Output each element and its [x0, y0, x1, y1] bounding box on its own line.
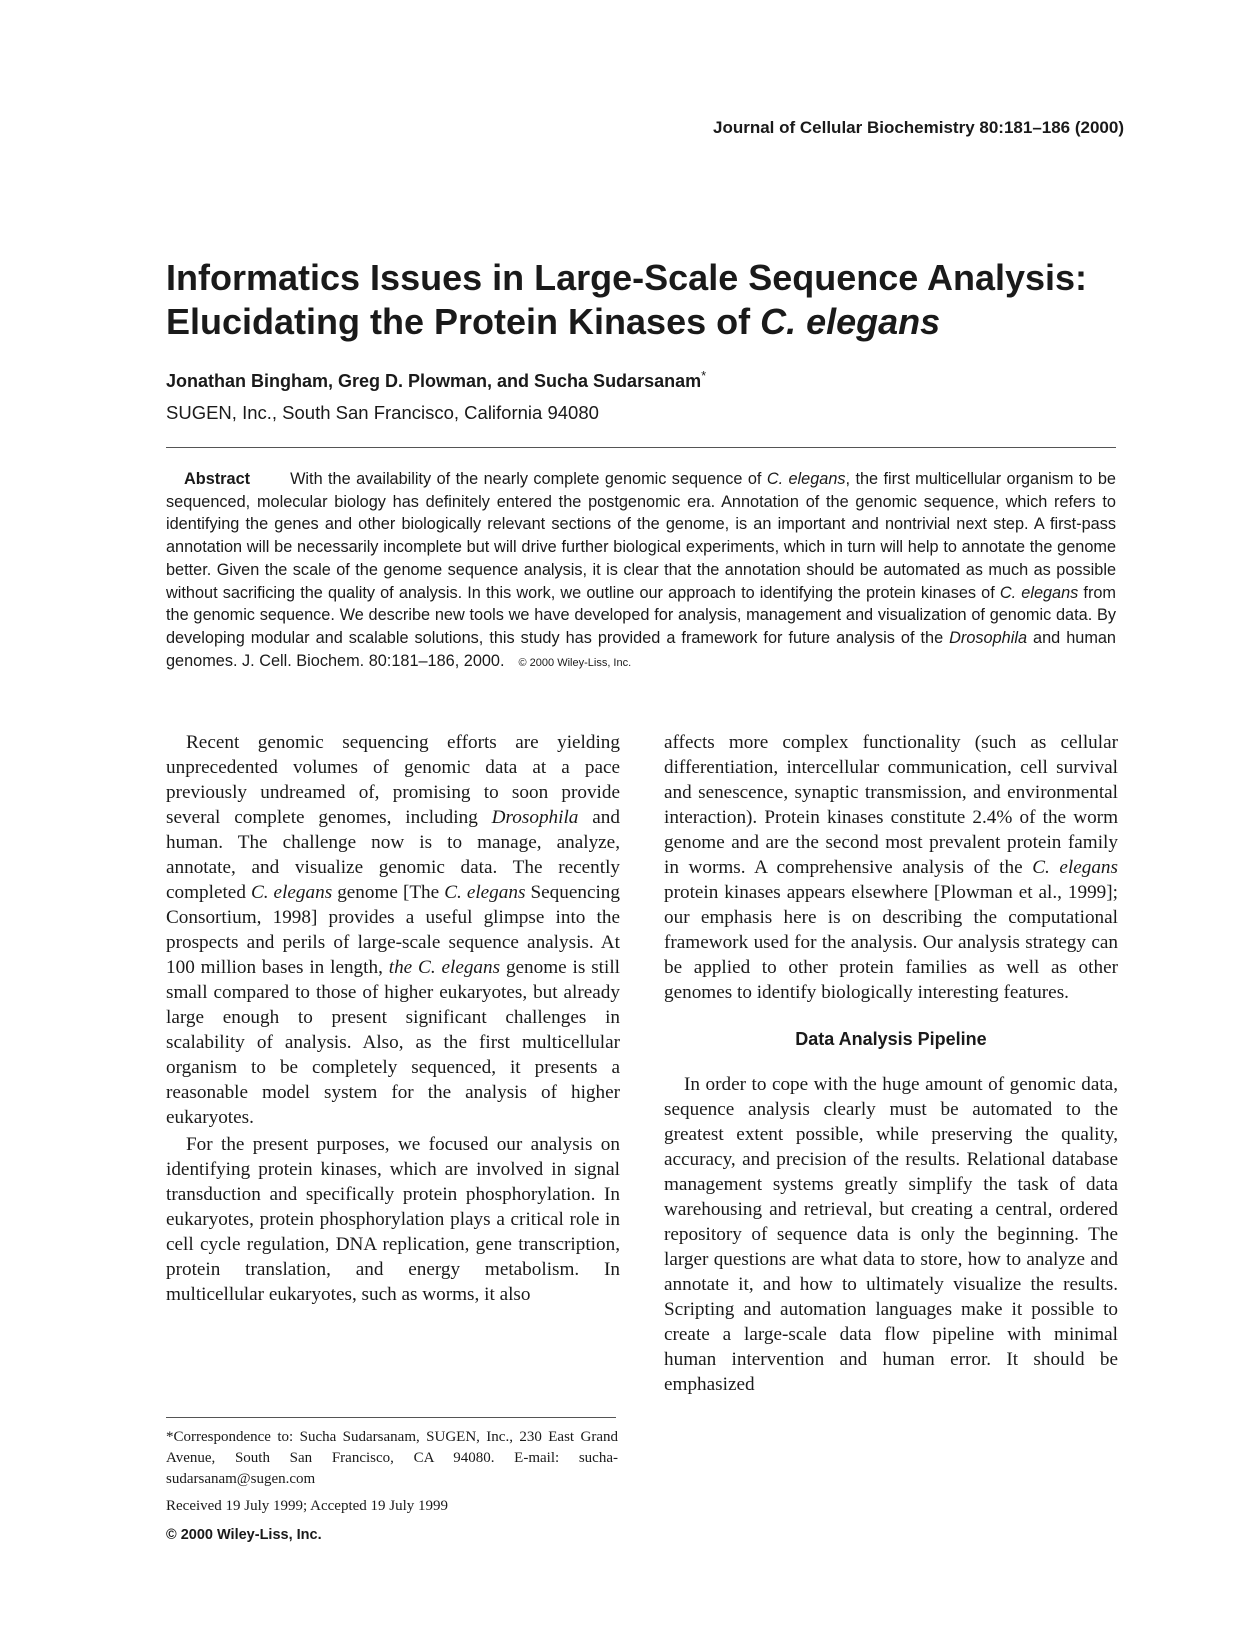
body-text: Sequencing Consortium, 1998] provides a useful glimpse into the prospects and perils of large-scale sequence analysis. At 100 million bases in length,: [166, 882, 620, 978]
abstract-text: With the availability of the nearly complete genomic sequence of: [290, 470, 767, 488]
abstract: [166, 468, 1116, 674]
body-text: and human. The challenge now is to manage, analyze, annotate, and visualize genomic data. The recently completed: [166, 807, 620, 903]
body-column-right: [664, 730, 1118, 1397]
body-column-left: [166, 730, 620, 1307]
body-italic: C. elegans: [444, 882, 526, 903]
journal-citation: Journal of Cellular Biochemistry 80:181–186 (2000): [712, 118, 1124, 137]
title-line-2-species: C. elegans: [760, 301, 941, 342]
author-names: Jonathan Bingham, Greg D. Plowman, and Sucha Sudarsanam: [166, 371, 702, 391]
abstract-text: and human genomes. J. Cell. Biochem. 80:181–186, 2000.: [166, 628, 1116, 670]
body-italic: C. elegans: [250, 882, 333, 903]
body-italic: Drosophila: [491, 807, 579, 828]
footnote-divider: [166, 1417, 616, 1418]
body-paragraph: [664, 730, 1118, 1005]
copyright-notice: © 2000 Wiley-Liss, Inc.: [166, 1527, 322, 1543]
abstract-text: from the genomic sequence. We describe new tools we have developed for analysis, management and visualization of genomic data. By developing modular and scalable solutions, this study has provided a framework for future analysis of the: [166, 583, 1116, 647]
abstract-copyright: © 2000 Wiley-Liss, Inc.: [518, 656, 632, 669]
abstract-italic: C. elegans: [766, 470, 846, 488]
abstract-text: , the first multicellular organism to be sequenced, molecular biology has definitely entered the postgenomic era. Annotation of the genomic sequence, which refers to identifying the genes and other biologically relevant sections of the genome, is an important and nontrivial next step. A first-pass annotation will be necessarily incomplete but will drive further biological experiments, which in turn will help to annotate the genome better. Given the scale of the genome sequence analysis, it is clear that the annotation should be automated as much as possible without sacrificing the quality of analysis. In this work, we outline our approach to identifying the protein kinases of: [166, 470, 1116, 602]
body-text: protein kinases appears elsewhere [Plowman et al., 1999]; our emphasis here is on describing the computational framework used for the analysis. Our analysis strategy can be applied to other protein families as well as other genomes to identify biologically interesting features.: [664, 882, 1118, 1003]
body-paragraph: For the present purposes, we focused our analysis on identifying protein kinases, which are involved in signal transduction and specifically protein phosphorylation. In eukaryotes, protein phosphorylation plays a critical role in cell cycle regulation, DNA replication, gene transcription, protein translation, and energy metabolism. In multicellular eukaryotes, such as worms, it also: [166, 1134, 620, 1305]
affiliation: SUGEN, Inc., South San Francisco, California 94080: [166, 402, 599, 423]
abstract-italic: Drosophila: [949, 628, 1028, 647]
body-italic: C. elegans: [1032, 857, 1118, 878]
body-text: Recent genomic sequencing efforts are yielding unprecedented volumes of genomic data at a pace previously undreamed of, promising to soon provide several complete genomes, including: [166, 732, 620, 828]
author-list: [166, 368, 706, 392]
body-paragraph: [166, 730, 620, 1130]
section-heading: Data Analysis Pipeline: [795, 1029, 987, 1049]
correspondence-mark: *: [701, 368, 707, 383]
body-text: genome is still small compared to those of higher eukaryotes, but already large enough to present significant challenges in scalability of analysis. Also, as the first multicellular organism to be completely sequenced, it presents a reasonable model system for the analysis of higher eukaryotes.: [166, 957, 620, 1128]
abstract-label: Abstract: [184, 470, 251, 488]
title-line-2-prefix: Elucidating the Protein Kinases of: [166, 301, 761, 342]
footnote: [166, 1427, 618, 1546]
body-italic: the C. elegans: [388, 957, 501, 978]
header-divider: [166, 447, 1116, 448]
body-paragraph: In order to cope with the huge amount of genomic data, sequence analysis clearly must be automated to the greatest extent possible, while preserving the quality, accuracy, and precision of the results. Relational database management systems greatly simplify the task of data warehousing and retrieval, but creating a central, ordered repository of sequence data is only the beginning. The larger questions are what data to store, how to analyze and annotate it, and how to ultimately visualize the results. Scripting and automation languages make it possible to create a large-scale data flow pipeline with minimal human intervention and human error. It should be emphasized: [664, 1074, 1118, 1395]
title-line-1: Informatics Issues in Large-Scale Sequence Analysis:: [166, 257, 1088, 298]
correspondence-note: *Correspondence to: Sucha Sudarsanam, SUGEN, Inc., 230 East Grand Avenue, South San Francisco, CA 94080. E-mail: sucha-sudarsanam@sugen.com: [166, 1429, 618, 1487]
body-text: affects more complex functionality (such as cellular differentiation, intercellular communication, cell survival and senescence, synaptic transmission, and environmental interaction). Protein kinases constitute 2.4% of the worm genome and are the second most prevalent protein family in worms. A comprehensive analysis of the: [664, 732, 1118, 878]
paper-title: [166, 256, 1096, 344]
received-dates: Received 19 July 1999; Accepted 19 July 1999: [166, 1498, 449, 1514]
abstract-italic: C. elegans: [999, 583, 1079, 602]
body-text: genome [The: [332, 882, 445, 903]
